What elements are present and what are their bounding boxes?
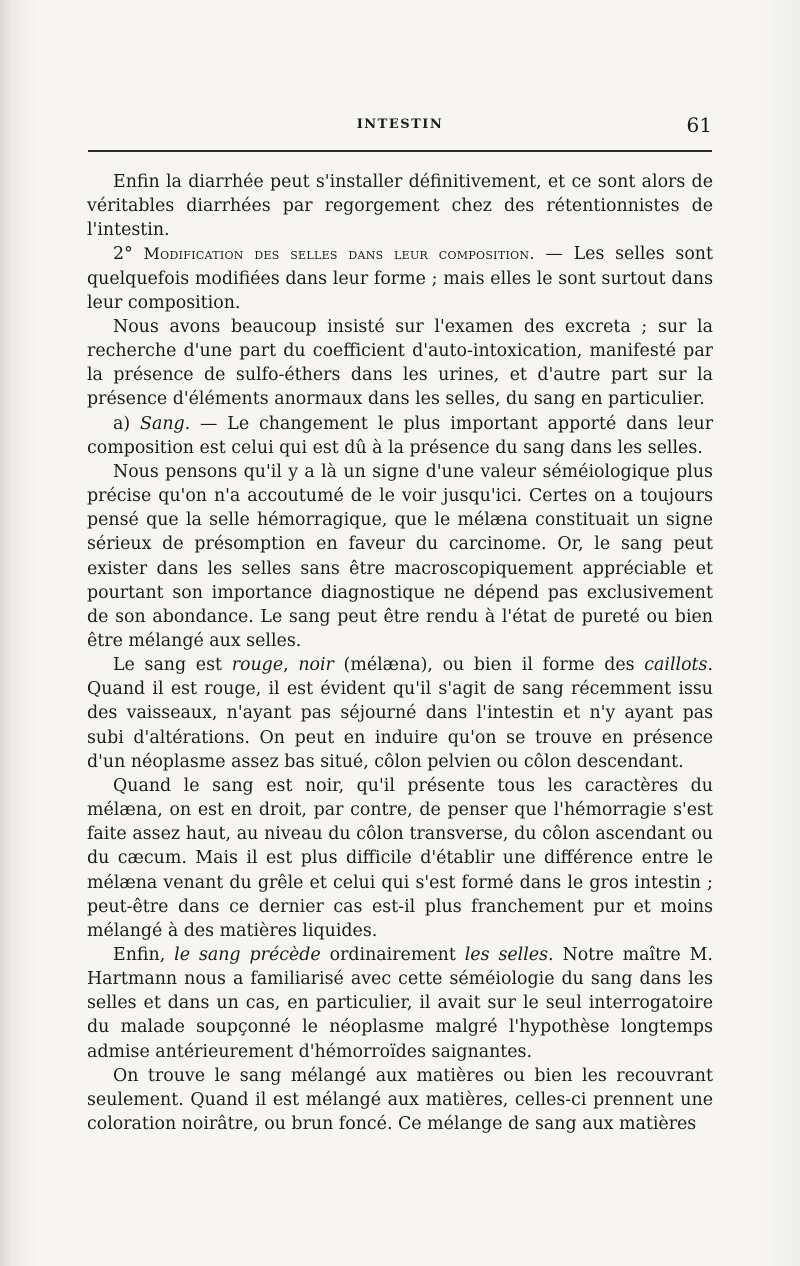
paragraph-5: Nous pensons qu'il y a là un signe d'une valeur séméiologique plus précise qu'on n'a accoutumé de le voir jusqu'ici. Certes on a toujours pensé que la selle hémorragique, que le mélæna constituait un signe sérieux de présomption en faveur du carcinome. Or, le sang peut exister dans les selles sans être macroscopiquement appréciable et pourtant son importance diagnostique ne dépend pas exclusivement de son abondance. Le sang peut être rendu à l'état de pureté ou bien être mélangé aux selles. [87,461,713,651]
paragraph-7: Quand le sang est noir, qu'il présente tous les caractères du mélæna, on est en droit, par contre, de penser que l'hémorragie s'est faite assez haut, au niveau du côlon transverse, du côlon ascendant ou du cæcum. Mais il est plus difficile d'établir une différence entre le mélæna venant du grêle et celui qui s'est formé dans le gros intestin ; peut-être dans ce dernier cas est-il plus franchement pur et moins mélangé à des matières liquides. [87,775,713,941]
header-rule [88,150,712,152]
paragraph-1: Enfin la diarrhée peut s'installer définitivement, et ce sont alors de véritables diarrhées par regorgement chez des rétentionnistes de l'intestin. [87,172,713,241]
page-number: 61 [686,113,712,137]
paragraph-2: 2° Modification des selles dans leur composition. — Les selles sont quelquefois modifiées dans leur forme ; mais elles le sont surtout dans leur composition. [87,244,713,313]
paragraph-3: Nous avons beaucoup insisté sur l'examen des excreta ; sur la recherche d'une part du coefficient d'auto-intoxication, manifesté par la présence de sulfo-éthers dans les urines, et d'autre part sur la présence d'éléments anormaux dans les selles, du sang en particulier. [87,316,713,410]
page-header [88,113,712,143]
paragraph-4: a) Sang. — Le changement le plus important apporté dans leur composition est celui qui est dû à la présence du sang dans les selles. [87,413,714,458]
section-heading: Modification des selles dans leur composition. [143,244,535,264]
paragraph-6: Le sang est rouge, noir (mélæna), ou bien il forme des caillots. Quand il est rouge, il est évident qu'il s'agit de sang récemment issu des vaisseaux, n'ayant pas séjourné dans l'intestin et n'y ayant pas subi d'altérations. On peut en induire qu'on se trouve en présence d'un néoplasme assez bas situé, côlon pelvien ou côlon descendant. [87,655,713,772]
running-title: INTESTIN [356,117,444,132]
subsection-term: Sang. [140,413,191,434]
paragraph-9: On trouve le sang mélangé aux matières ou bien les recouvrant seulement. Quand il est mélangé aux matières, celles-ci prennent une coloration noirâtre, ou brun foncé. Ce mélange de sang aux matières [87,1065,713,1135]
body-text [87,170,713,1136]
section-number: 2° [113,244,144,265]
paragraph-8: Enfin, le sang précède ordinairement les selles. Notre maître M. Hartmann nous a familiarisé avec cette séméiologie du sang dans les selles et dans un cas, en particulier, il avait sur le seul interrogatoire du malade soupçonné le néoplasme malgré l'hypothèse longtemps admise antérieurement d'hémorroïdes saignantes. [87,945,713,1062]
